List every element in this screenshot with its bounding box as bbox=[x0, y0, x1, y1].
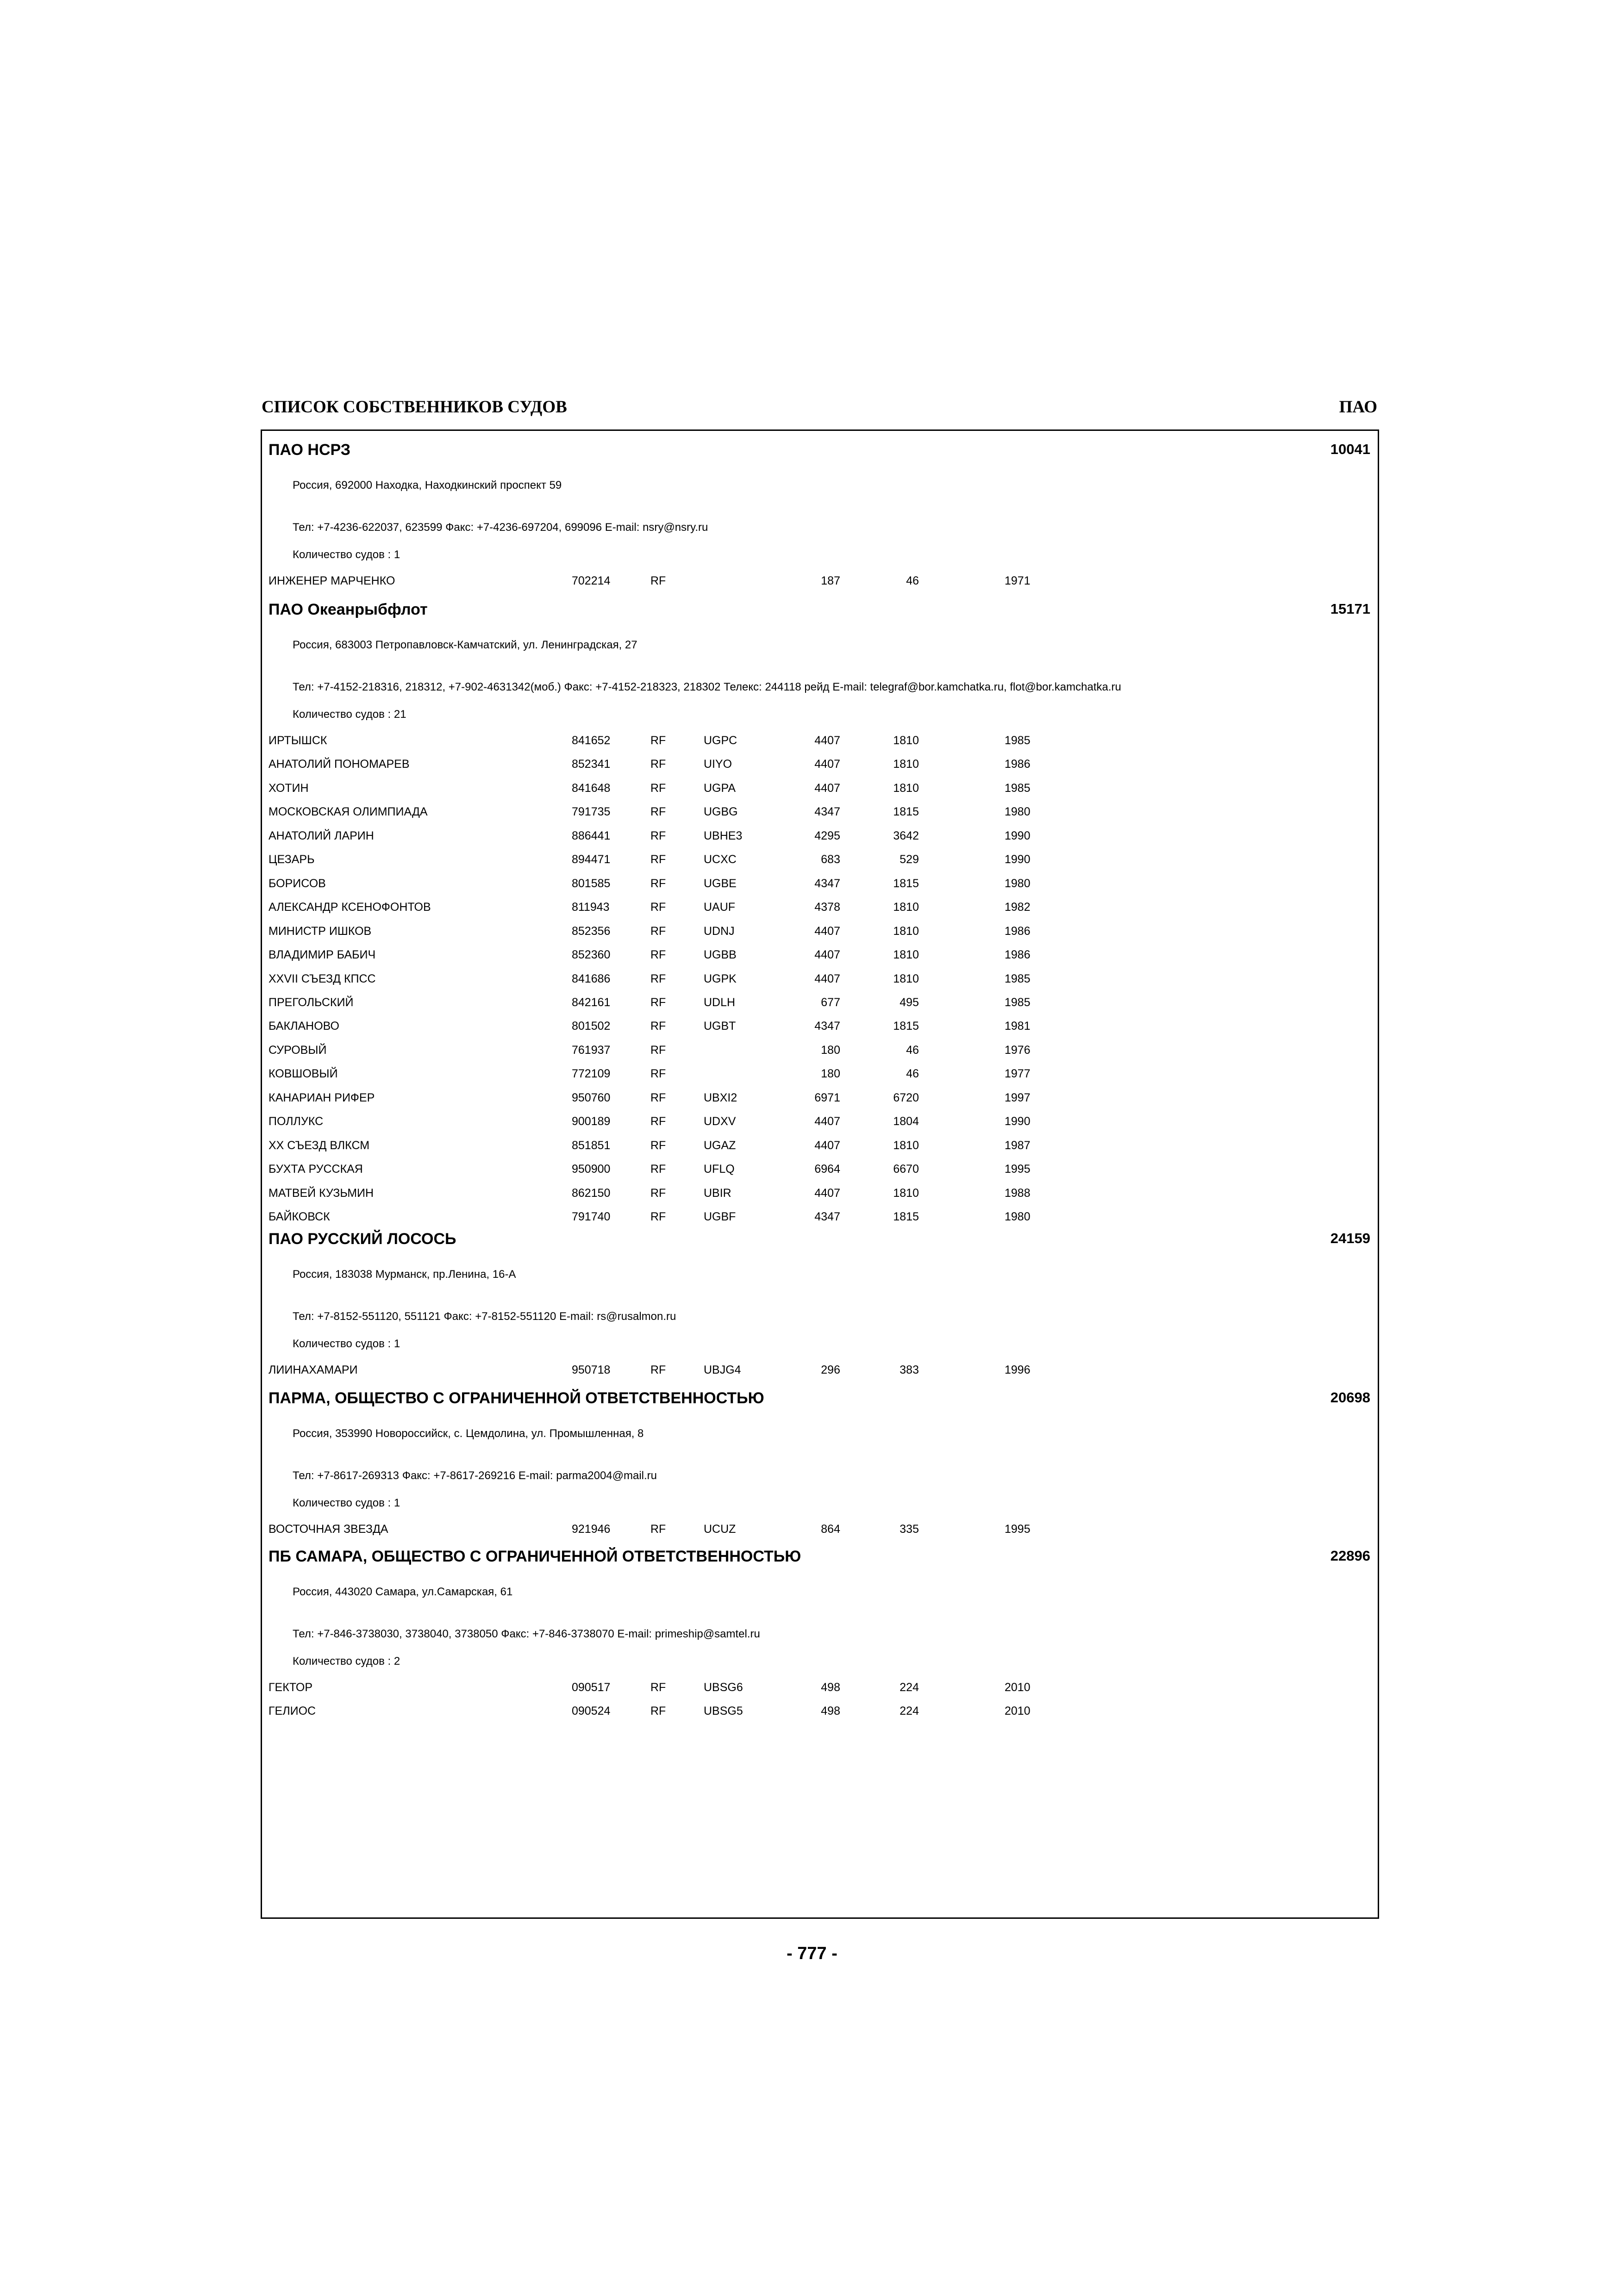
flag: RF bbox=[650, 805, 666, 819]
build-year: 1995 bbox=[1005, 1163, 1031, 1176]
build-year: 1990 bbox=[1005, 1115, 1031, 1128]
flag: RF bbox=[650, 1139, 666, 1152]
company-id: 22896 bbox=[1330, 1548, 1370, 1564]
call-sign: UFLQ bbox=[704, 1163, 735, 1176]
vessel-name: МОСКОВСКАЯ ОЛИМПИАДА bbox=[269, 805, 428, 819]
deadweight: 1810 bbox=[893, 972, 919, 985]
deadweight: 1815 bbox=[893, 877, 919, 890]
gross-tonnage: 4407 bbox=[814, 924, 840, 938]
gross-tonnage: 498 bbox=[821, 1681, 840, 1694]
imo-number: 851851 bbox=[572, 1139, 611, 1152]
flag: RF bbox=[650, 574, 666, 587]
build-year: 1985 bbox=[1005, 972, 1031, 985]
vessel-name: АНАТОЛИЙ ЛАРИН bbox=[269, 829, 374, 842]
imo-number: 950900 bbox=[572, 1163, 611, 1176]
vessel-name: КОВШОВЫЙ bbox=[269, 1067, 338, 1081]
build-year: 1990 bbox=[1005, 853, 1031, 866]
build-year: 1988 bbox=[1005, 1186, 1031, 1200]
imo-number: 791735 bbox=[572, 805, 611, 819]
gross-tonnage: 4407 bbox=[814, 1186, 840, 1200]
imo-number: 842161 bbox=[572, 996, 611, 1009]
gross-tonnage: 187 bbox=[821, 574, 840, 587]
flag: RF bbox=[650, 1523, 666, 1536]
gross-tonnage: 180 bbox=[821, 1067, 840, 1081]
flag: RF bbox=[650, 758, 666, 771]
imo-number: 841652 bbox=[572, 734, 611, 747]
gross-tonnage: 4295 bbox=[814, 829, 840, 842]
flag: RF bbox=[650, 1115, 666, 1128]
company-contacts: Тел: +7-4236-622037, 623599 Факс: +7-4236-697204, 699096 E-mail: nsry@nsry.ru bbox=[293, 521, 708, 534]
deadweight: 335 bbox=[899, 1523, 919, 1536]
build-year: 1996 bbox=[1005, 1363, 1031, 1376]
imo-number: 801585 bbox=[572, 877, 611, 890]
vessel-name: ИНЖЕНЕР МАРЧЕНКО bbox=[269, 574, 395, 587]
call-sign: UIYO bbox=[704, 758, 732, 771]
imo-number: 862150 bbox=[572, 1186, 611, 1200]
call-sign: UGBG bbox=[704, 805, 738, 819]
company-id: 24159 bbox=[1330, 1230, 1370, 1246]
deadweight: 6720 bbox=[893, 1091, 919, 1104]
imo-number: 811943 bbox=[572, 901, 610, 914]
company-name: ПБ САМАРА, ОБЩЕСТВО С ОГРАНИЧЕННОЙ ОТВЕТСТВЕННОСТЬЮ bbox=[269, 1548, 801, 1565]
imo-number: 702214 bbox=[572, 574, 611, 587]
flag: RF bbox=[650, 1067, 666, 1081]
call-sign: UGBE bbox=[704, 877, 737, 890]
vessel-count: Количество судов : 1 bbox=[293, 1338, 400, 1350]
company-contacts: Тел: +7-8152-551120, 551121 Факс: +7-8152-551120 E-mail: rs@rusalmon.ru bbox=[293, 1310, 676, 1323]
flag: RF bbox=[650, 1705, 666, 1718]
deadweight: 1815 bbox=[893, 1210, 919, 1223]
call-sign: UDXV bbox=[704, 1115, 736, 1128]
imo-number: 090517 bbox=[572, 1681, 611, 1694]
page-header bbox=[262, 397, 1377, 421]
deadweight: 383 bbox=[899, 1363, 919, 1376]
build-year: 1997 bbox=[1005, 1091, 1031, 1104]
gross-tonnage: 4407 bbox=[814, 972, 840, 985]
gross-tonnage: 4407 bbox=[814, 758, 840, 771]
build-year: 1985 bbox=[1005, 781, 1031, 795]
flag: RF bbox=[650, 901, 666, 914]
company-address: Россия, 683003 Петропавловск-Камчатский, ул. Ленинградская, 27 bbox=[293, 639, 637, 651]
vessel-name: МИНИСТР ИШКОВ bbox=[269, 924, 372, 938]
deadweight: 1810 bbox=[893, 758, 919, 771]
vessel-count: Количество судов : 1 bbox=[293, 548, 400, 561]
build-year: 1987 bbox=[1005, 1139, 1031, 1152]
deadweight: 6670 bbox=[893, 1163, 919, 1176]
vessel-name: ЛИИНАХАМАРИ bbox=[269, 1363, 358, 1376]
deadweight: 495 bbox=[899, 996, 919, 1009]
deadweight: 1810 bbox=[893, 1139, 919, 1152]
call-sign: UGBT bbox=[704, 1020, 736, 1033]
call-sign: UBIR bbox=[704, 1186, 731, 1200]
gross-tonnage: 296 bbox=[821, 1363, 840, 1376]
vessel-name: БОРИСОВ bbox=[269, 877, 326, 890]
imo-number: 950760 bbox=[572, 1091, 611, 1104]
call-sign: UBXI2 bbox=[704, 1091, 737, 1104]
gross-tonnage: 180 bbox=[821, 1043, 840, 1057]
gross-tonnage: 683 bbox=[821, 853, 840, 866]
vessel-name: АНАТОЛИЙ ПОНОМАРЕВ bbox=[269, 758, 410, 771]
vessel-name: ХОТИН bbox=[269, 781, 309, 795]
gross-tonnage: 4407 bbox=[814, 1115, 840, 1128]
gross-tonnage: 4407 bbox=[814, 734, 840, 747]
document-title: СПИСОК СОБСТВЕННИКОВ СУДОВ bbox=[262, 398, 567, 417]
imo-number: 852356 bbox=[572, 924, 611, 938]
gross-tonnage: 6964 bbox=[814, 1163, 840, 1176]
build-year: 1986 bbox=[1005, 758, 1031, 771]
flag: RF bbox=[650, 877, 666, 890]
vessel-name: ПОЛЛУКС bbox=[269, 1115, 324, 1128]
flag: RF bbox=[650, 853, 666, 866]
call-sign: UGPC bbox=[704, 734, 737, 747]
flag: RF bbox=[650, 1186, 666, 1200]
build-year: 1977 bbox=[1005, 1067, 1031, 1081]
call-sign: UDLH bbox=[704, 996, 736, 1009]
vessel-name: XXVII СЪЕЗД КПСС bbox=[269, 972, 376, 985]
vessel-name: ГЕЛИОС bbox=[269, 1705, 316, 1718]
build-year: 2010 bbox=[1005, 1681, 1031, 1694]
build-year: 1980 bbox=[1005, 1210, 1031, 1223]
deadweight: 1810 bbox=[893, 1186, 919, 1200]
flag: RF bbox=[650, 781, 666, 795]
build-year: 1995 bbox=[1005, 1523, 1031, 1536]
company-name: ПАО НСРЗ bbox=[269, 441, 351, 459]
deadweight: 1810 bbox=[893, 734, 919, 747]
vessel-count: Количество судов : 1 bbox=[293, 1497, 400, 1509]
imo-number: 852360 bbox=[572, 948, 611, 962]
company-id: 20698 bbox=[1330, 1389, 1370, 1406]
build-year: 2010 bbox=[1005, 1705, 1031, 1718]
imo-number: 886441 bbox=[572, 829, 611, 842]
build-year: 1990 bbox=[1005, 829, 1031, 842]
imo-number: 090524 bbox=[572, 1705, 611, 1718]
vessel-name: ВЛАДИМИР БАБИЧ bbox=[269, 948, 376, 962]
deadweight: 46 bbox=[906, 1043, 919, 1057]
call-sign: UDNJ bbox=[704, 924, 735, 938]
call-sign: UBSG5 bbox=[704, 1705, 743, 1718]
build-year: 1986 bbox=[1005, 948, 1031, 962]
vessel-name: ЦЕЗАРЬ bbox=[269, 853, 315, 866]
flag: RF bbox=[650, 1091, 666, 1104]
company-id: 15171 bbox=[1330, 601, 1370, 617]
build-year: 1980 bbox=[1005, 805, 1031, 819]
flag: RF bbox=[650, 1363, 666, 1376]
flag: RF bbox=[650, 996, 666, 1009]
flag: RF bbox=[650, 1681, 666, 1694]
imo-number: 791740 bbox=[572, 1210, 611, 1223]
build-year: 1985 bbox=[1005, 996, 1031, 1009]
gross-tonnage: 6971 bbox=[814, 1091, 840, 1104]
flag: RF bbox=[650, 924, 666, 938]
gross-tonnage: 4347 bbox=[814, 877, 840, 890]
deadweight: 46 bbox=[906, 574, 919, 587]
vessel-name: БУХТА РУССКАЯ bbox=[269, 1163, 363, 1176]
build-year: 1985 bbox=[1005, 734, 1031, 747]
deadweight: 1810 bbox=[893, 781, 919, 795]
company-name: ПАО РУССКИЙ ЛОСОСЬ bbox=[269, 1230, 456, 1248]
build-year: 1981 bbox=[1005, 1020, 1031, 1033]
vessel-name: СУРОВЫЙ bbox=[269, 1043, 327, 1057]
imo-number: 852341 bbox=[572, 758, 611, 771]
vessel-name: XX СЪЕЗД ВЛКСМ bbox=[269, 1139, 370, 1152]
section-label: ПАО bbox=[1339, 398, 1377, 417]
flag: RF bbox=[650, 1163, 666, 1176]
deadweight: 1815 bbox=[893, 1020, 919, 1033]
call-sign: UGPK bbox=[704, 972, 737, 985]
build-year: 1986 bbox=[1005, 924, 1031, 938]
deadweight: 1815 bbox=[893, 805, 919, 819]
deadweight: 46 bbox=[906, 1067, 919, 1081]
call-sign: UCUZ bbox=[704, 1523, 736, 1536]
gross-tonnage: 4347 bbox=[814, 1210, 840, 1223]
call-sign: UBSG6 bbox=[704, 1681, 743, 1694]
imo-number: 894471 bbox=[572, 853, 611, 866]
flag: RF bbox=[650, 1043, 666, 1057]
build-year: 1971 bbox=[1005, 574, 1031, 587]
call-sign: UAUF bbox=[704, 901, 736, 914]
vessel-name: БАКЛАНОВО bbox=[269, 1020, 339, 1033]
vessel-name: КАНАРИАН РИФЕР bbox=[269, 1091, 375, 1104]
imo-number: 900189 bbox=[572, 1115, 611, 1128]
call-sign: UBJG4 bbox=[704, 1363, 741, 1376]
company-address: Россия, 692000 Находка, Находкинский проспект 59 bbox=[293, 479, 562, 492]
flag: RF bbox=[650, 972, 666, 985]
call-sign: UGPA bbox=[704, 781, 736, 795]
vessel-name: ПРЕГОЛЬСКИЙ bbox=[269, 996, 354, 1009]
deadweight: 1810 bbox=[893, 924, 919, 938]
imo-number: 841686 bbox=[572, 972, 611, 985]
vessel-name: ИРТЫШСК bbox=[269, 734, 327, 747]
vessel-name: БАЙКОВСК bbox=[269, 1210, 330, 1223]
vessel-count: Количество судов : 21 bbox=[293, 708, 406, 721]
build-year: 1982 bbox=[1005, 901, 1031, 914]
vessel-name: МАТВЕЙ КУЗЬМИН bbox=[269, 1186, 374, 1200]
call-sign: UBHE3 bbox=[704, 829, 743, 842]
company-address: Россия, 443020 Самара, ул.Самарская, 61 bbox=[293, 1586, 513, 1598]
company-address: Россия, 183038 Мурманск, пр.Ленина, 16-А bbox=[293, 1268, 516, 1281]
flag: RF bbox=[650, 734, 666, 747]
gross-tonnage: 498 bbox=[821, 1705, 840, 1718]
company-name: ПАО Океанрыбфлот bbox=[269, 601, 428, 618]
call-sign: UGAZ bbox=[704, 1139, 736, 1152]
gross-tonnage: 4347 bbox=[814, 805, 840, 819]
page-number: - 777 - bbox=[787, 1944, 837, 1963]
build-year: 1976 bbox=[1005, 1043, 1031, 1057]
imo-number: 801502 bbox=[572, 1020, 611, 1033]
gross-tonnage: 677 bbox=[821, 996, 840, 1009]
imo-number: 950718 bbox=[572, 1363, 611, 1376]
flag: RF bbox=[650, 1210, 666, 1223]
gross-tonnage: 4407 bbox=[814, 781, 840, 795]
vessel-name: ВОСТОЧНАЯ ЗВЕЗДА bbox=[269, 1523, 388, 1536]
vessel-count: Количество судов : 2 bbox=[293, 1655, 400, 1668]
call-sign: UGBB bbox=[704, 948, 737, 962]
gross-tonnage: 4378 bbox=[814, 901, 840, 914]
gross-tonnage: 4407 bbox=[814, 948, 840, 962]
imo-number: 761937 bbox=[572, 1043, 611, 1057]
company-contacts: Тел: +7-846-3738030, 3738040, 3738050 Факс: +7-846-3738070 E-mail: primeship@samtel.ru bbox=[293, 1628, 760, 1640]
call-sign: UCXC bbox=[704, 853, 737, 866]
company-id: 10041 bbox=[1330, 441, 1370, 457]
company-contacts: Тел: +7-8617-269313 Факс: +7-8617-269216 E-mail: parma2004@mail.ru bbox=[293, 1469, 657, 1482]
gross-tonnage: 4347 bbox=[814, 1020, 840, 1033]
company-address: Россия, 353990 Новороссийск, с. Цемдолина, ул. Промышленная, 8 bbox=[293, 1427, 644, 1440]
deadweight: 3642 bbox=[893, 829, 919, 842]
deadweight: 1810 bbox=[893, 948, 919, 962]
deadweight: 224 bbox=[899, 1705, 919, 1718]
deadweight: 1804 bbox=[893, 1115, 919, 1128]
build-year: 1980 bbox=[1005, 877, 1031, 890]
imo-number: 772109 bbox=[572, 1067, 611, 1081]
deadweight: 1810 bbox=[893, 901, 919, 914]
imo-number: 841648 bbox=[572, 781, 611, 795]
flag: RF bbox=[650, 1020, 666, 1033]
company-name: ПАРМА, ОБЩЕСТВО С ОГРАНИЧЕННОЙ ОТВЕТСТВЕННОСТЬЮ bbox=[269, 1389, 764, 1407]
company-contacts: Тел: +7-4152-218316, 218312, +7-902-4631342(моб.) Факс: +7-4152-218323, 218302 Телекс: 244118 рейд E-mail: telegraf@bor.kamchatka.ru, flot@bor.kamchatka.ru bbox=[293, 681, 1121, 693]
deadweight: 529 bbox=[899, 853, 919, 866]
flag: RF bbox=[650, 829, 666, 842]
gross-tonnage: 4407 bbox=[814, 1139, 840, 1152]
deadweight: 224 bbox=[899, 1681, 919, 1694]
gross-tonnage: 864 bbox=[821, 1523, 840, 1536]
vessel-name: АЛЕКСАНДР КСЕНОФОНТОВ bbox=[269, 901, 431, 914]
flag: RF bbox=[650, 948, 666, 962]
imo-number: 921946 bbox=[572, 1523, 611, 1536]
call-sign: UGBF bbox=[704, 1210, 736, 1223]
vessel-name: ГЕКТОР bbox=[269, 1681, 313, 1694]
